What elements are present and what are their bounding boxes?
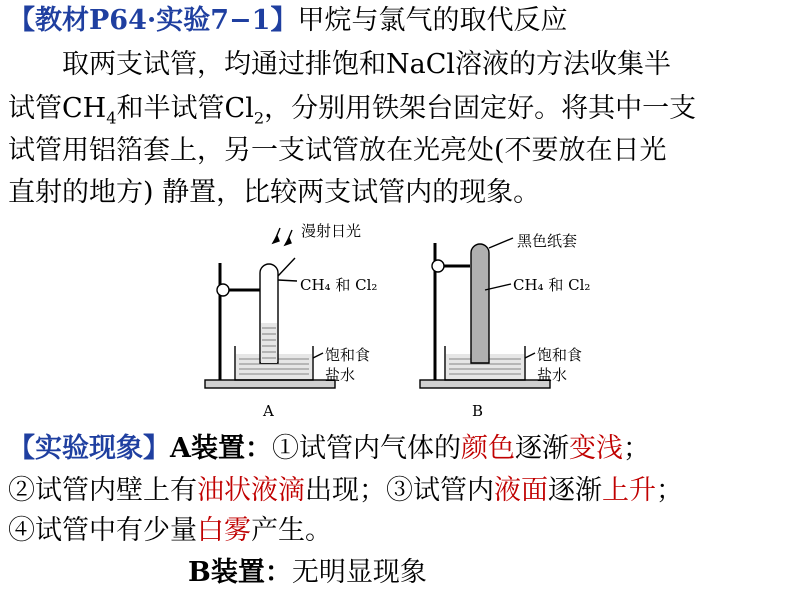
experiment-title: 甲烷与氯气的取代反应 xyxy=(297,5,568,36)
brine-label-b-2: 盐水 xyxy=(537,366,568,384)
caption-a: A xyxy=(263,402,274,420)
procedure-line-3: 试管用铝箔套上，另一支试管放在光亮处(不要放在日光 xyxy=(8,135,667,166)
procedure-line-4: 直射的地方) 静置，比较两支试管内的现象。 xyxy=(8,177,541,208)
apparatus-figure xyxy=(195,218,615,423)
clamp-b xyxy=(432,260,444,272)
stand-base-a xyxy=(205,380,335,388)
diffuse-light-label: 漫射日光 xyxy=(301,222,362,240)
header-line xyxy=(8,4,567,38)
brine-label-a-1: 饱和食 xyxy=(325,346,371,364)
stand-base-b xyxy=(420,380,550,388)
phenomena-line-2: ②试管内壁上有油状液滴出现；③试管内液面逐渐上升； xyxy=(8,475,683,506)
brine-label-a-2: 盐水 xyxy=(325,366,356,384)
brine-label-b-1: 饱和食 xyxy=(537,346,583,364)
black-cover-label: 黑色纸套 xyxy=(517,232,578,250)
gas-label-a: CH₄ 和 Cl₂ xyxy=(300,276,378,294)
phenomena-line-1: 【实验现象】A装置：①试管内气体的颜色逐渐变浅； xyxy=(8,433,650,464)
clamp-a xyxy=(217,284,229,296)
caption-b: B xyxy=(472,402,484,420)
phenomena-line-4: B装置：无明显现象 xyxy=(188,557,427,588)
procedure-line-2: 试管$CH_4$和半试管$Cl_2$，分别用铁架台固定好。将其中一支 xyxy=(8,93,697,128)
phenomena-line-3: ④试管中有少量白雾产生。 xyxy=(8,515,332,546)
textbook-tag: 【教材P64·实验7−1】 xyxy=(8,5,298,36)
black-paper-sleeve xyxy=(471,244,489,363)
gas-label-b: CH₄ 和 Cl₂ xyxy=(513,276,591,294)
phenomena-tag: 【实验现象】 xyxy=(8,433,170,464)
procedure-line-1: 取两支试管，均通过排饱和NaCl溶液的方法收集半 xyxy=(62,49,672,80)
